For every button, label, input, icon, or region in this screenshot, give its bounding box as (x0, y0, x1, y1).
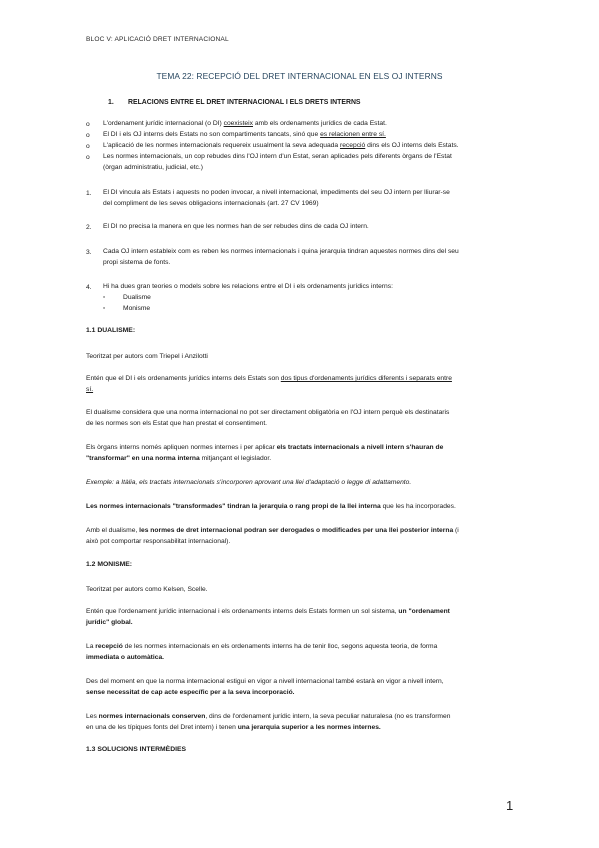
page-number: 1 (506, 798, 514, 813)
bullet-marker: o (86, 121, 90, 128)
paragraph: La recepció de les normes internacionals en els ordenaments interns ha de tenir lloc, segons aquesta teoria, de forma immediata o automàtica. (86, 643, 438, 662)
sub-bullet-marker: ▫ (103, 294, 106, 301)
bullet-marker: o (86, 143, 90, 150)
bullet-marker: o (86, 132, 90, 139)
sub-bullet-item: Dualisme (123, 294, 151, 301)
bullet-item: L'aplicació de les normes internacionals requereix usualment la seva adequada recepció dins els OJ interns dels Estats. (103, 142, 459, 149)
list-number: 1. (86, 190, 92, 197)
numbered-item: El DI no precisa la manera en que les normes han de ser rebudes dins de cada OJ intern. (103, 223, 369, 230)
sub-bullet-marker: ▫ (103, 305, 106, 312)
paragraph: Des del moment en que la norma internacional estigui en vigor a nivell internacional també estarà en vigor a nivell intern, sense necessitat de cap acte específic per a la seva incorporació. (86, 678, 444, 697)
section-heading (108, 99, 361, 106)
paragraph: Les normes internacionals "transformades" tindran la jerarquia o rang propi de la llei interna que les ha incorporades. (86, 503, 456, 510)
section-number: 1. (108, 99, 114, 106)
bullet-item: L'ordenament jurídic internacional (o DI) coexisteix amb els ordenaments jurídics de cada Estat. (103, 120, 387, 127)
numbered-item: Cada OJ intern estableix com es reben les normes internacionals i quina jerarquia tindran aquestes normes dins del seu propi sistema de fonts. (103, 248, 459, 266)
bullet-item: El DI i els OJ interns dels Estats no son compartiments tancats, sinó que es relacionen entre sí. (103, 131, 386, 138)
paragraph: Entén que el DI i els ordenaments jurídics interns dels Estats son dos tipus d'ordenaments jurídics diferents i separats entre sí. (86, 375, 452, 394)
page-title: TEMA 22: RECEPCIÓ DEL DRET INTERNACIONAL EN ELS OJ INTERNS (156, 71, 443, 81)
bullet-marker: o (86, 154, 90, 161)
paragraph: Amb el dualisme, les normes de dret internacional podran ser derogades o modificades per una llei posterior interna (i això pot comportar responsabilitat internacional). (86, 527, 459, 546)
numbered-item: Hi ha dues gran teories o models sobre les relacions entre el DI i els ordenaments jurídics interns: (103, 283, 393, 290)
running-header: BLOC V: APLICACIÓ DRET INTERNACIONAL (86, 36, 229, 43)
paragraph: El dualisme considera que una norma internacional no pot ser directament obligatòria en l'OJ intern perquè els destinataris de les normes son els Estat que han prestat el consentiment. (86, 409, 450, 428)
list-number: 4. (86, 284, 92, 291)
list-number: 3. (86, 249, 92, 256)
subsection-heading: 1.3 SOLUCIONS INTERMÈDIES (86, 746, 187, 753)
paragraph: Teoritzat per autors com Triepel i Anzilotti (86, 353, 208, 360)
list-number: 2. (86, 224, 92, 231)
subsection-heading: 1.2 MONISME: (86, 561, 133, 568)
subsection-heading: 1.1 DUALISME: (86, 327, 136, 334)
numbered-item: El DI vincula als Estats i aquests no poden invocar, a nivell internacional, impediments del seu OJ intern per lliurar-se del compliment de les seves obligacions internacionals (art. 27 CV 1969) (103, 189, 450, 207)
paragraph: Teoritzat per autors como Kelsen, Scelle. (86, 586, 208, 593)
sub-bullet-item: Monisme (123, 305, 151, 312)
paragraph: Entén que l'ordenament jurídic internacional i els ordenaments interns dels Estats formen un sol sistema, un "ordenament jurídic" global. (86, 608, 450, 627)
section-title: RELACIONS ENTRE EL DRET INTERNACIONAL I ELS DRETS INTERNS (128, 99, 361, 106)
example-note: Exemple: a Itàlia, els tractats internacionals s'incorporen aprovant una llei d'adaptació o legge di adattamento. (86, 479, 412, 486)
paragraph: Els òrgans interns només apliquen normes internes i per aplicar els tractats internacionals a nivell intern s'hauran de "transformar" en una norma interna mitjançant el legislador. (86, 444, 444, 463)
bullet-item: Les normes internacionals, un cop rebudes dins l'OJ intern d'un Estat, seran aplicades pels diferents òrgans de l'Estat (òrgan administratiu, judicial, etc.) (103, 153, 452, 171)
paragraph: Les normes internacionals conserven, dins de l'ordenament jurídic intern, la seva peculiar naturalesa (no es transformen en una de les típiques fonts del Dret intern) i tenen una jerarquia superior a les normes internes. (86, 713, 451, 732)
